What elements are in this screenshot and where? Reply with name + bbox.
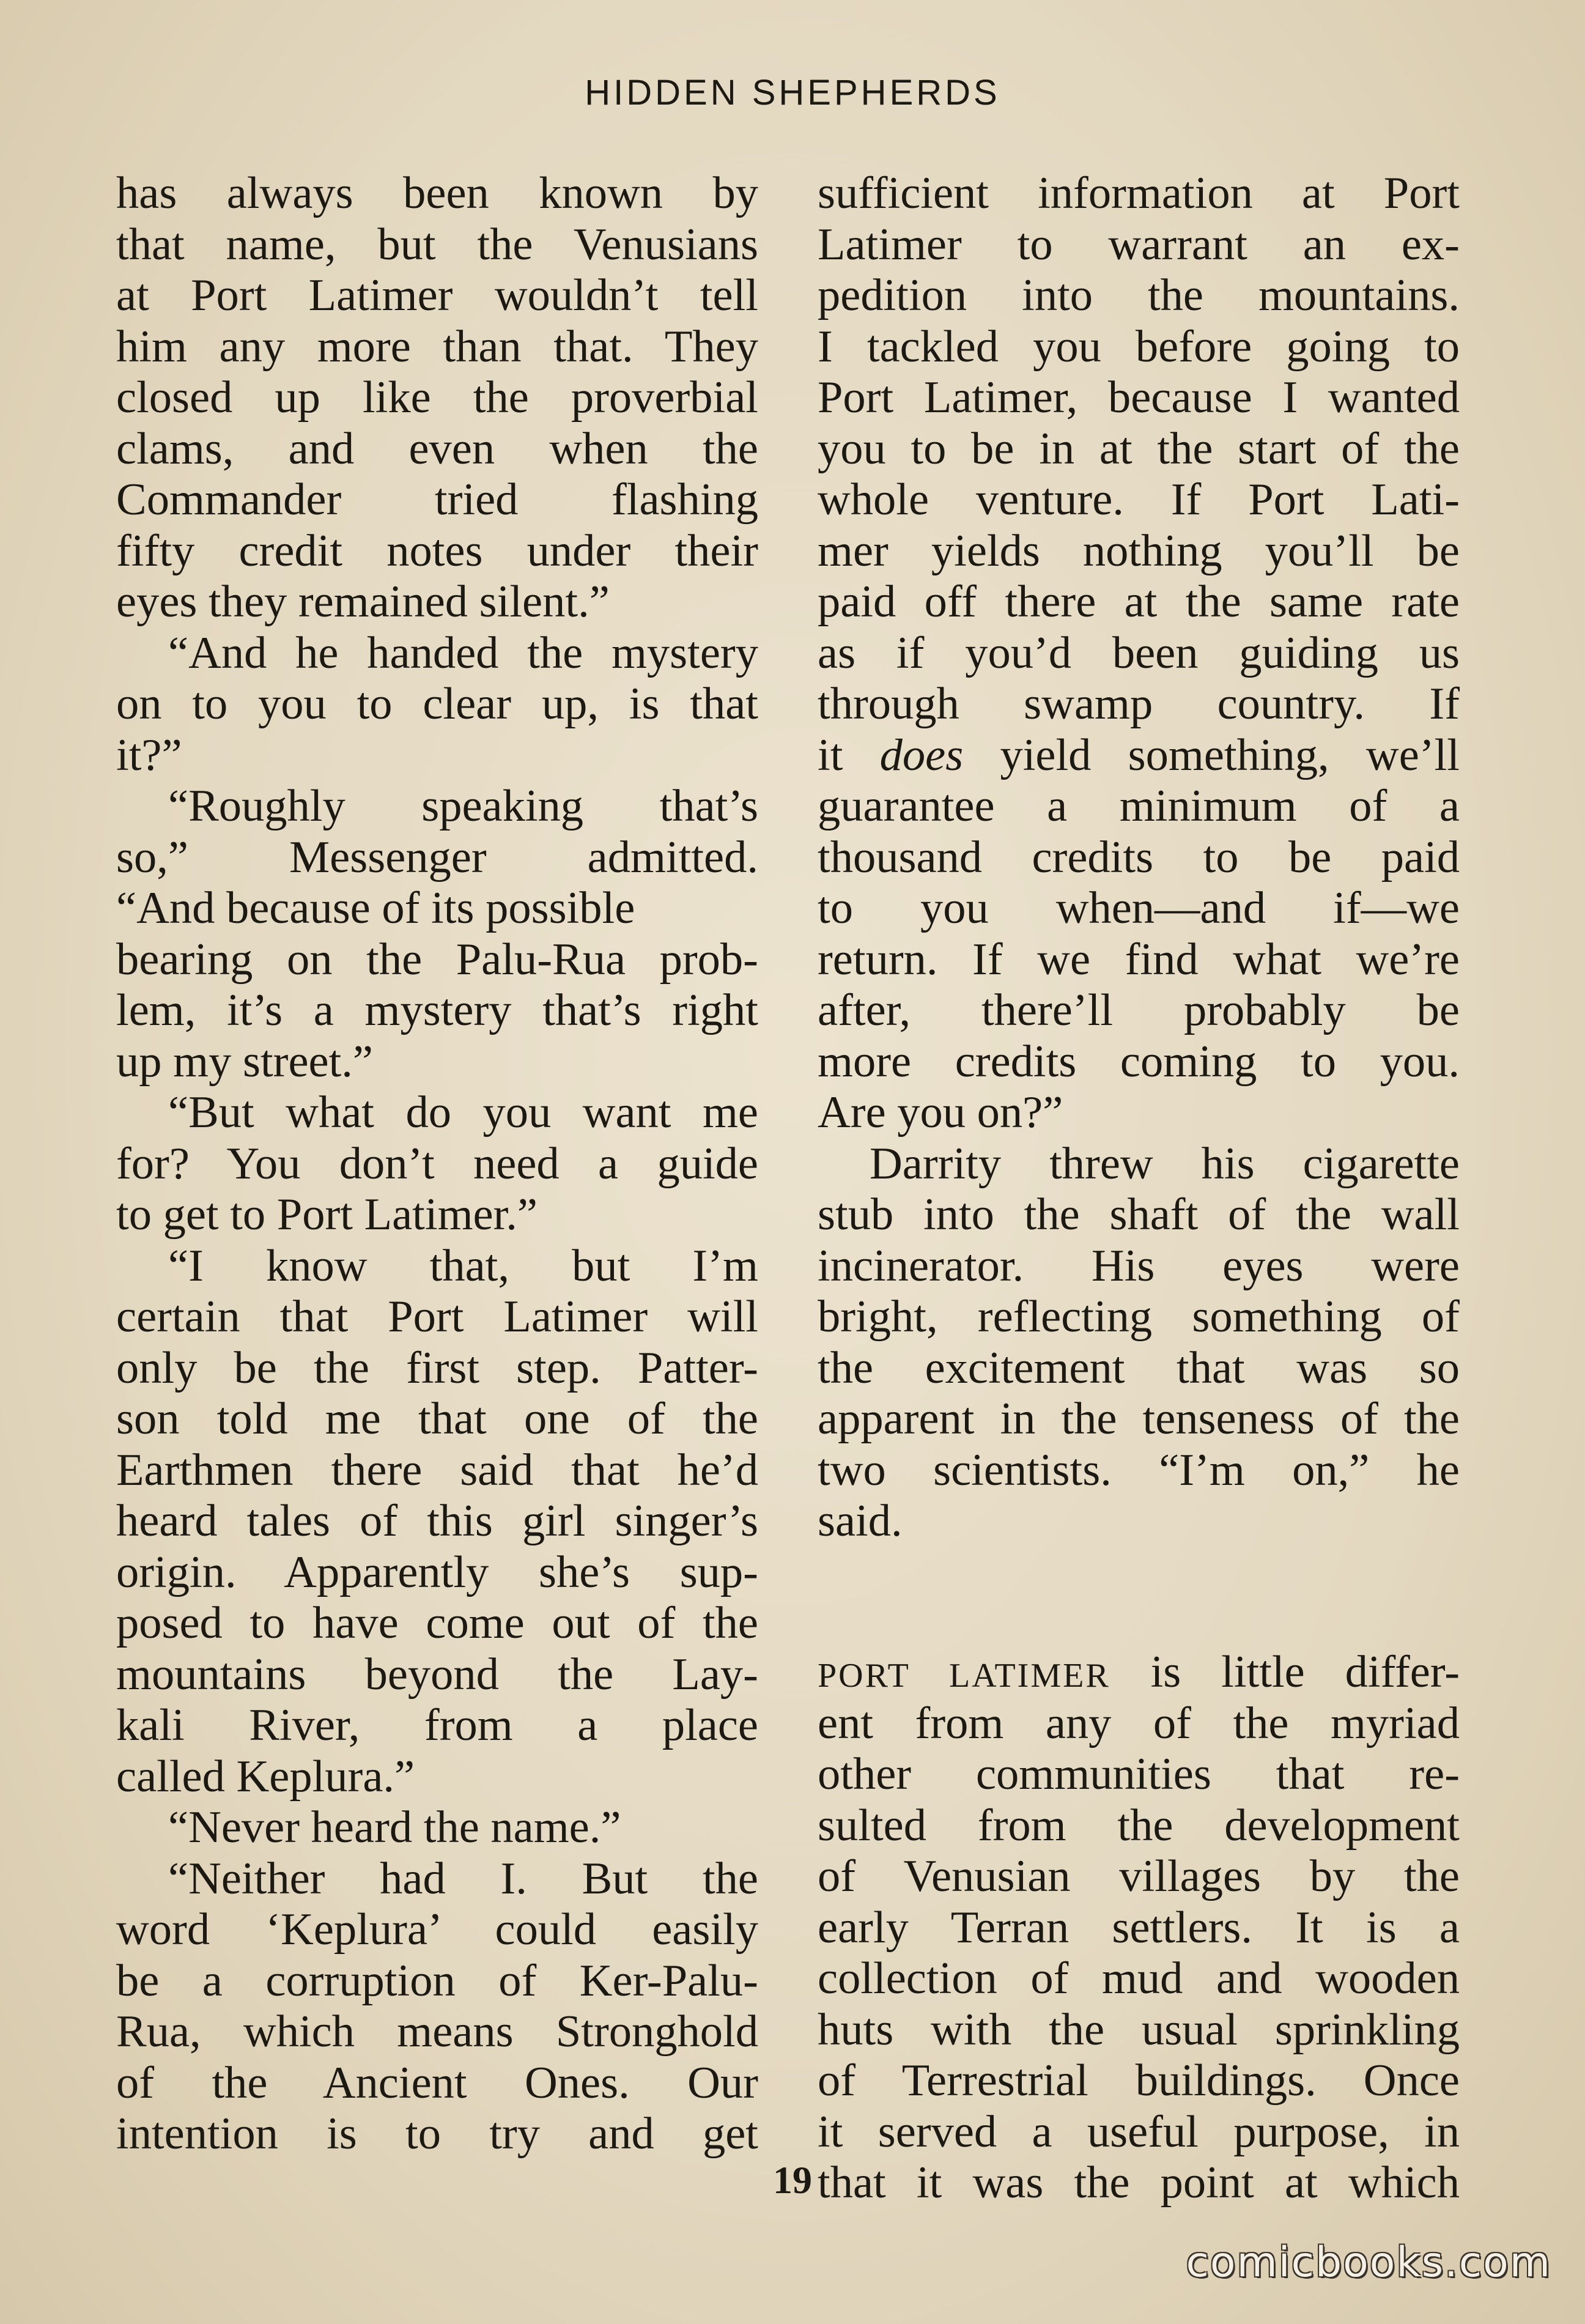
- right-column: [818, 168, 1460, 2209]
- section-smallcaps: PORT LATIMER: [818, 1657, 1110, 1695]
- text-line: only be the first step. Patter-: [116, 1342, 758, 1393]
- text-line: eyes they remained silent.”: [116, 577, 610, 627]
- text-line: up my street.”: [116, 1036, 373, 1087]
- section-opening-rest: is little differ-: [1110, 1647, 1460, 1697]
- text-line: intention is to try and get: [116, 2109, 758, 2159]
- text-line: at Port Latimer wouldn’t tell: [116, 270, 758, 320]
- section-break: [818, 1547, 1460, 1599]
- text-line: it served a useful purpose, in: [818, 2106, 1460, 2157]
- text-line: thousand credits to be paid: [818, 832, 1460, 883]
- section-opening-line: [818, 1647, 1460, 1698]
- watermark: comicbooks.com: [1186, 2238, 1551, 2287]
- text-line: after, there’ll probably be: [818, 985, 1460, 1035]
- text-line: of Terrestrial buildings. Once: [818, 2056, 1460, 2106]
- text-line: return. If we find what we’re: [818, 934, 1460, 985]
- text-line: so,” Messenger admitted.: [116, 832, 758, 883]
- text-line: Latimer to warrant an ex-: [818, 219, 1460, 270]
- text-line: as if you’d been guiding us: [818, 627, 1460, 678]
- text-line: huts with the usual sprinkling: [818, 2004, 1460, 2055]
- text-line: through swamp country. If: [818, 679, 1460, 729]
- text-line: other communities that re-: [818, 1749, 1460, 1799]
- text-line: apparent in the tenseness of the: [818, 1394, 1460, 1444]
- text-line: collection of mud and wooden: [818, 1953, 1460, 2004]
- text-line: Are you on?”: [818, 1087, 1063, 1138]
- text-line: certain that Port Latimer will: [116, 1292, 758, 1342]
- text-line: more credits coming to you.: [818, 1036, 1460, 1087]
- text-line: word ‘Keplura’ could easily: [116, 1904, 758, 1955]
- italic-line-after: yield something, we’ll: [963, 730, 1460, 780]
- text-line: Earthmen there said that he’d: [116, 1445, 758, 1495]
- text-line: “But what do you want me: [168, 1087, 758, 1138]
- page-number: 19: [773, 2158, 812, 2202]
- text-line: posed to have come out of the: [116, 1598, 758, 1648]
- text-line: sufficient information at Port: [818, 168, 1460, 218]
- text-line: be a corruption of Ker-Palu-: [116, 1955, 758, 2006]
- text-line: Port Latimer, because I wanted: [818, 372, 1460, 423]
- text-line: stub into the shaft of the wall: [818, 1190, 1460, 1240]
- text-line: “I know that, but I’m: [168, 1240, 758, 1291]
- text-line: “Roughly speaking that’s: [168, 781, 758, 831]
- text-line: for? You don’t need a guide: [116, 1138, 758, 1189]
- text-line: mer yields nothing you’ll be: [818, 525, 1460, 576]
- left-column: [116, 168, 758, 2160]
- text-line: whole venture. If Port Lati-: [818, 475, 1460, 525]
- text-line-with-italic: [818, 730, 1460, 782]
- text-line: clams, and even when the: [116, 423, 758, 474]
- text-line: two scientists. “I’m on,” he: [818, 1445, 1460, 1495]
- text-line: Darrity threw his cigarette: [870, 1138, 1460, 1189]
- text-line: mountains beyond the Lay-: [116, 1649, 758, 1700]
- text-line: that name, but the Venusians: [116, 219, 758, 270]
- text-line: that it was the point at which: [818, 2158, 1460, 2208]
- text-line: “And he handed the mystery: [168, 627, 758, 678]
- text-line: you to be in at the start of the: [818, 423, 1460, 474]
- text-line: to get to Port Latimer.”: [116, 1190, 538, 1240]
- text-line: incinerator. His eyes were: [818, 1240, 1460, 1291]
- text-line: Commander tried flashing: [116, 475, 758, 525]
- text-line: “And because of its possible: [116, 883, 635, 933]
- text-line: of the Ancient Ones. Our: [116, 2057, 758, 2108]
- text-line: kali River, from a place: [116, 1700, 758, 1750]
- text-line: I tackled you before going to: [818, 321, 1460, 372]
- text-line: pedition into the mountains.: [818, 270, 1460, 320]
- text-line: bright, reflecting something of: [818, 1292, 1460, 1342]
- running-head: HIDDEN SHEPHERDS: [585, 73, 1000, 113]
- text-line: early Terran settlers. It is a: [818, 1902, 1460, 1953]
- text-line: the excitement that was so: [818, 1342, 1460, 1393]
- text-line: of Venusian villages by the: [818, 1851, 1460, 1901]
- text-line: on to you to clear up, is that: [116, 679, 758, 729]
- text-line: bearing on the Palu-Rua prob-: [116, 934, 758, 985]
- text-line: to you when—and if—we: [818, 883, 1460, 933]
- text-line: said.: [818, 1496, 903, 1546]
- text-line: Rua, which means Stronghold: [116, 2007, 758, 2057]
- text-line: guarantee a minimum of a: [818, 781, 1460, 831]
- text-line: fifty credit notes under their: [116, 525, 758, 576]
- text-line: paid off there at the same rate: [818, 577, 1460, 627]
- italic-line-before: it: [818, 730, 880, 780]
- text-line: ent from any of the myriad: [818, 1698, 1460, 1749]
- text-line: origin. Apparently she’s sup-: [116, 1547, 758, 1597]
- text-line: him any more than that. They: [116, 321, 758, 372]
- text-line: lem, it’s a mystery that’s right: [116, 985, 758, 1035]
- section-break: [818, 1598, 1460, 1647]
- text-line: “Neither had I. But the: [168, 1853, 758, 1904]
- emphasized-word: does: [879, 730, 964, 780]
- text-line: son told me that one of the: [116, 1394, 758, 1444]
- text-line: “Never heard the name.”: [168, 1802, 621, 1852]
- text-line: closed up like the proverbial: [116, 372, 758, 423]
- text-line: called Keplura.”: [116, 1751, 415, 1802]
- text-line: it?”: [116, 730, 182, 780]
- text-line: has always been known by: [116, 168, 758, 218]
- text-line: sulted from the development: [818, 1800, 1460, 1851]
- text-line: heard tales of this girl singer’s: [116, 1496, 758, 1546]
